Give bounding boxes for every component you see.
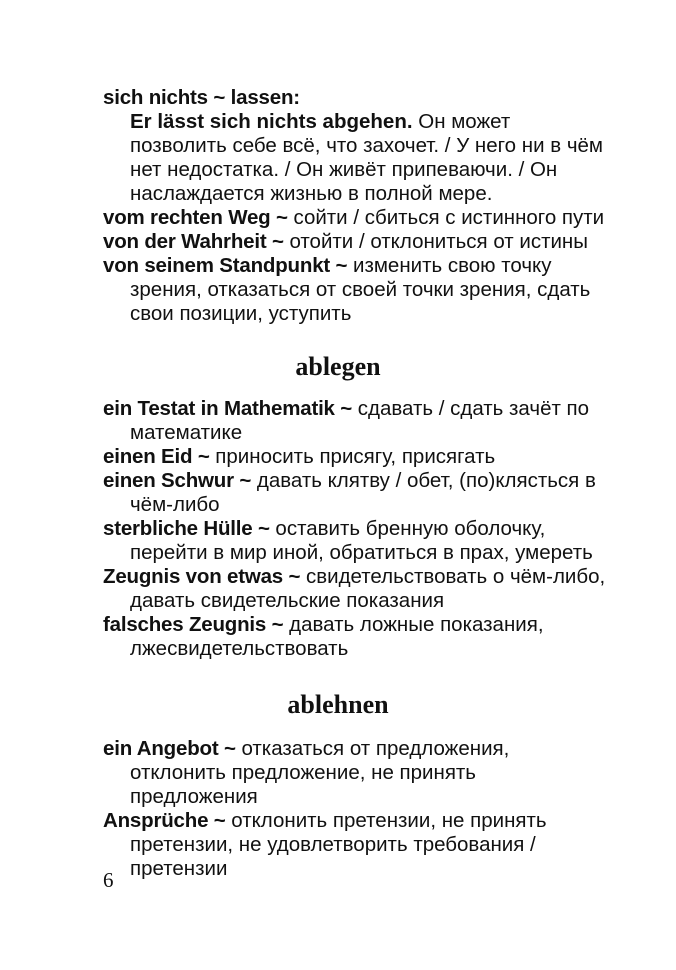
entry-translation: оставить бренную оболочку, перейти в мир иной, обратиться в прах, умереть — [130, 517, 593, 564]
entry-term: ein Testat in Mathematik ~ — [103, 397, 353, 420]
entry-translation: отказаться от предложения, отклонить предложение, не принять предложения — [130, 737, 510, 808]
entry-translation: отклонить претензии, не принять претензии, не удовлетворить требования / претензии — [130, 809, 547, 880]
entry-term: ein Angebot ~ — [103, 737, 236, 760]
entry-term: sich nichts ~ lassen: — [103, 86, 300, 109]
entry-term: Ansprüche ~ — [103, 809, 226, 832]
entry-term: falsches Zeugnis ~ — [103, 613, 284, 636]
entry — [103, 397, 608, 445]
entry — [103, 86, 608, 110]
page-number: 6 — [103, 868, 114, 892]
example-translation: Он может позволить себе всё, что захочет. / У него ни в чём нет недостатка. / Он живёт припеваючи. / Он наслаждается жизнью в полной мере. — [130, 110, 603, 205]
entry-term: Zeugnis von etwas ~ — [103, 565, 301, 588]
entry — [103, 737, 608, 809]
entry-translation: изменить свою точку зрения, отказаться от своей точки зрения, сдать свои позиции, уступить — [130, 254, 591, 325]
entry — [103, 517, 608, 565]
entry-translation: отойти / отклониться от истины — [283, 230, 588, 253]
entry-term: von der Wahrheit ~ — [103, 230, 284, 253]
entries-ablegen — [103, 397, 608, 661]
entry — [103, 445, 608, 469]
section-heading-ablegen: ablegen — [295, 352, 381, 381]
example-phrase: Er lässt sich nichts abgehen. — [130, 110, 413, 133]
entry-translation: давать ложные показания, лжесвидетельствовать — [130, 613, 544, 660]
entry — [103, 565, 608, 613]
entry-term: von seinem Standpunkt ~ — [103, 254, 348, 277]
entry-translation: сойти / сбиться с истинного пути — [287, 206, 605, 229]
entry — [103, 206, 608, 230]
entry-translation: свидетельствовать о чём-либо, давать свидетельские показания — [130, 565, 606, 612]
section-heading-ablehnen: ablehnen — [287, 690, 389, 719]
entry — [103, 230, 608, 254]
entry — [103, 469, 608, 517]
entry-term: einen Eid ~ — [103, 445, 210, 468]
entries-top — [103, 86, 608, 326]
entry-term: sterbliche Hülle ~ — [103, 517, 270, 540]
entry-term: einen Schwur ~ — [103, 469, 252, 492]
example-block — [103, 110, 608, 206]
entry-translation: приносить присягу, присягать — [209, 445, 496, 468]
entry — [103, 809, 608, 881]
entry-translation: давать клятву / обет, (по)клясться в чём-либо — [130, 469, 596, 516]
entry-translation: сдавать / сдать зачёт по математике — [130, 397, 590, 444]
entry — [103, 254, 608, 326]
entry — [103, 613, 608, 661]
entry-term: vom rechten Weg ~ — [103, 206, 288, 229]
entries-ablehnen — [103, 737, 608, 881]
